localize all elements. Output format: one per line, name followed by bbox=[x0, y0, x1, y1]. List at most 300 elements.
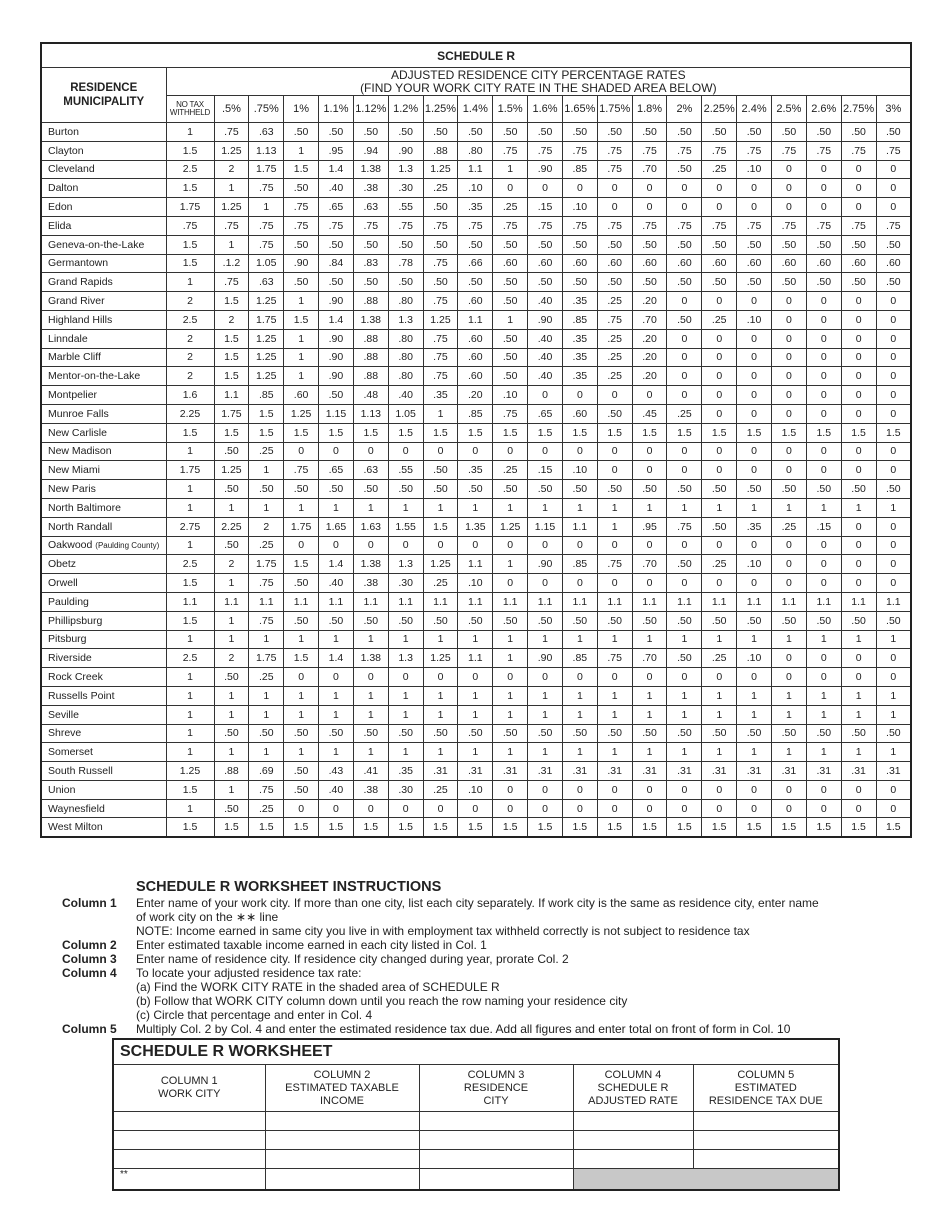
rate-cell: 0 bbox=[667, 348, 702, 367]
rate-cell: 0 bbox=[737, 367, 772, 386]
worksheet-column-header bbox=[265, 1065, 419, 1112]
municipality-label: New Miami bbox=[48, 464, 100, 477]
rate-cell: 0 bbox=[632, 574, 667, 593]
rate-cell: 0 bbox=[284, 536, 319, 555]
rate-cell: 1.5 bbox=[214, 818, 249, 837]
rate-cell: 1 bbox=[841, 686, 876, 705]
rate-cell: 2.5 bbox=[166, 310, 214, 329]
rate-cell: .10 bbox=[737, 160, 772, 179]
table-row bbox=[41, 310, 911, 329]
rate-cell: 2 bbox=[214, 555, 249, 574]
rate-cell: .65 bbox=[528, 404, 563, 423]
rate-cell: 0 bbox=[737, 386, 772, 405]
rate-cell: 1.3 bbox=[388, 310, 423, 329]
rate-cell: 1.5 bbox=[166, 179, 214, 198]
municipality-label: New Paris bbox=[48, 483, 96, 496]
taxable-income-field[interactable] bbox=[265, 1131, 419, 1150]
rate-header: 1% bbox=[284, 96, 319, 123]
rate-cell: .50 bbox=[841, 123, 876, 142]
rate-cell: 1 bbox=[166, 498, 214, 517]
rate-cell: .78 bbox=[388, 254, 423, 273]
adjusted-header-line2: (FIND YOUR WORK CITY RATE IN THE SHADED AREA BELOW) bbox=[360, 80, 717, 95]
municipality-label: Riverside bbox=[48, 652, 92, 665]
rate-cell: 0 bbox=[841, 649, 876, 668]
rate-cell: .50 bbox=[423, 123, 458, 142]
rate-cell: .50 bbox=[841, 480, 876, 499]
rate-cell: 0 bbox=[597, 179, 632, 198]
rate-cell: 0 bbox=[772, 367, 807, 386]
worksheet-header-line: COLUMN 1 bbox=[160, 1075, 218, 1087]
municipality-label: Orwell bbox=[48, 577, 78, 590]
rate-cell: 1 bbox=[284, 630, 319, 649]
rate-cell: 1.1 bbox=[166, 592, 214, 611]
worksheet-title: SCHEDULE R WORKSHEET bbox=[113, 1039, 839, 1065]
rate-cell: .50 bbox=[458, 724, 493, 743]
rate-cell: .45 bbox=[632, 404, 667, 423]
rate-cell: 0 bbox=[876, 668, 911, 687]
rate-cell: .50 bbox=[388, 611, 423, 630]
rate-cell: .88 bbox=[353, 367, 388, 386]
rate-cell: .60 bbox=[493, 254, 528, 273]
rate-cell: 0 bbox=[702, 780, 737, 799]
rate-cell: 1.5 bbox=[806, 818, 841, 837]
rate-cell: 0 bbox=[667, 536, 702, 555]
rate-cell: 1.25 bbox=[284, 404, 319, 423]
rate-cell: 0 bbox=[702, 386, 737, 405]
rate-cell: .50 bbox=[772, 611, 807, 630]
rate-cell: 0 bbox=[772, 292, 807, 311]
rate-cell: .63 bbox=[249, 273, 284, 292]
residence-tax-due-field[interactable] bbox=[693, 1112, 839, 1131]
rate-cell: 1.5 bbox=[702, 818, 737, 837]
rate-cell: 1 bbox=[562, 686, 597, 705]
rate-cell: .50 bbox=[528, 235, 563, 254]
schedule-r-title: SCHEDULE R bbox=[41, 43, 911, 68]
adjusted-rate-field[interactable] bbox=[573, 1112, 693, 1131]
rate-cell: 1.75 bbox=[284, 517, 319, 536]
rate-cell: .60 bbox=[702, 254, 737, 273]
rate-cell: 0 bbox=[702, 668, 737, 687]
rate-cell: .50 bbox=[562, 480, 597, 499]
rate-cell: 1 bbox=[214, 686, 249, 705]
rate-cell: .50 bbox=[493, 235, 528, 254]
rate-header: 1.8% bbox=[632, 96, 667, 123]
rate-cell: .85 bbox=[562, 649, 597, 668]
rate-cell: 1.5 bbox=[249, 423, 284, 442]
rate-cell: 1 bbox=[806, 686, 841, 705]
rate-cell: .50 bbox=[667, 273, 702, 292]
rate-cell: 1 bbox=[493, 649, 528, 668]
rate-cell: .50 bbox=[876, 724, 911, 743]
table-row bbox=[41, 423, 911, 442]
rate-cell: 1 bbox=[166, 442, 214, 461]
rate-cell: 1.1 bbox=[528, 592, 563, 611]
rate-cell: .90 bbox=[528, 160, 563, 179]
rate-cell: 1.4 bbox=[319, 555, 354, 574]
rate-cell: 1.13 bbox=[249, 141, 284, 160]
rate-cell: 0 bbox=[737, 668, 772, 687]
rate-cell: 1 bbox=[214, 498, 249, 517]
rate-cell: 1 bbox=[249, 498, 284, 517]
rate-cell: 1 bbox=[319, 630, 354, 649]
rate-cell: 1.75 bbox=[249, 649, 284, 668]
rate-cell: 1.1 bbox=[597, 592, 632, 611]
rate-cell: 1.25 bbox=[249, 367, 284, 386]
rate-cell: 0 bbox=[597, 574, 632, 593]
worksheet-residence-row bbox=[113, 1169, 839, 1191]
rate-cell: .50 bbox=[214, 799, 249, 818]
rate-cell: 0 bbox=[772, 329, 807, 348]
rate-cell: .35 bbox=[562, 348, 597, 367]
rate-cell: 1 bbox=[876, 686, 911, 705]
rate-cell: 1 bbox=[319, 705, 354, 724]
worksheet-column-header bbox=[573, 1065, 693, 1112]
rate-cell: .75 bbox=[423, 329, 458, 348]
rate-cell: .10 bbox=[458, 574, 493, 593]
instruction-column-label: Column 3 bbox=[62, 952, 117, 966]
rate-cell: .50 bbox=[562, 611, 597, 630]
rate-cell: 1 bbox=[423, 404, 458, 423]
rate-cell: 1 bbox=[166, 480, 214, 499]
rate-cell: .25 bbox=[702, 649, 737, 668]
municipality-label: Shreve bbox=[48, 727, 82, 740]
schedule-r-table bbox=[40, 42, 912, 838]
municipality-name bbox=[41, 273, 166, 292]
municipality-name bbox=[41, 668, 166, 687]
rate-cell: 1.5 bbox=[876, 818, 911, 837]
worksheet-column-header bbox=[419, 1065, 573, 1112]
adjusted-rate-field[interactable] bbox=[573, 1150, 693, 1169]
rate-cell: .75 bbox=[493, 216, 528, 235]
rate-cell: 0 bbox=[667, 386, 702, 405]
rate-cell: 1.1 bbox=[562, 517, 597, 536]
rate-cell: .50 bbox=[841, 235, 876, 254]
rate-cell: .40 bbox=[528, 292, 563, 311]
rate-cell: 0 bbox=[876, 649, 911, 668]
rate-cell: 0 bbox=[702, 799, 737, 818]
rate-cell: .50 bbox=[528, 611, 563, 630]
rate-cell: 1.5 bbox=[284, 310, 319, 329]
rate-cell: .84 bbox=[319, 254, 354, 273]
worksheet-header-line: COLUMN 3 bbox=[467, 1068, 525, 1081]
rate-cell: .75 bbox=[562, 141, 597, 160]
rate-cell: .25 bbox=[667, 404, 702, 423]
rate-cell: .50 bbox=[806, 724, 841, 743]
rate-cell: 2 bbox=[166, 329, 214, 348]
rate-cell: 1 bbox=[214, 743, 249, 762]
rate-cell: .50 bbox=[702, 611, 737, 630]
residence-tax-due-field[interactable] bbox=[693, 1150, 839, 1169]
adjusted-header-line1: ADJUSTED RESIDENCE CITY PERCENTAGE RATES bbox=[390, 67, 686, 82]
rate-cell: .50 bbox=[632, 480, 667, 499]
rate-cell: 1.25 bbox=[423, 555, 458, 574]
rate-cell: 1.5 bbox=[166, 574, 214, 593]
rate-cell: 1.5 bbox=[166, 423, 214, 442]
rate-cell: 2 bbox=[249, 517, 284, 536]
rate-cell: .20 bbox=[632, 292, 667, 311]
rate-cell: .60 bbox=[562, 404, 597, 423]
rate-cell: .60 bbox=[458, 367, 493, 386]
rate-cell: 1 bbox=[214, 780, 249, 799]
rate-cell: 0 bbox=[423, 442, 458, 461]
table-row bbox=[41, 273, 911, 292]
rate-cell: .83 bbox=[353, 254, 388, 273]
rate-cell: .50 bbox=[493, 367, 528, 386]
table-row bbox=[41, 160, 911, 179]
rate-cell: .60 bbox=[597, 254, 632, 273]
rate-cell: 0 bbox=[458, 442, 493, 461]
rate-header: 1.6% bbox=[528, 96, 563, 123]
rate-cell: 1 bbox=[284, 348, 319, 367]
table-row bbox=[41, 442, 911, 461]
municipality-label: New Carlisle bbox=[48, 426, 107, 439]
rate-cell: .90 bbox=[284, 254, 319, 273]
rate-cell: .75 bbox=[214, 216, 249, 235]
rate-cell: 1 bbox=[423, 630, 458, 649]
rate-cell: 1 bbox=[806, 743, 841, 762]
taxable-income-field[interactable] bbox=[265, 1169, 419, 1191]
work-city-field[interactable] bbox=[113, 1112, 265, 1131]
rate-cell: 0 bbox=[876, 442, 911, 461]
rate-cell: 0 bbox=[841, 179, 876, 198]
rate-cell: .50 bbox=[249, 480, 284, 499]
work-city-field[interactable] bbox=[113, 1131, 265, 1150]
rate-cell: 1.3 bbox=[388, 649, 423, 668]
rate-cell: .75 bbox=[597, 555, 632, 574]
rate-cell: 0 bbox=[667, 198, 702, 217]
municipality-label: Munroe Falls bbox=[48, 407, 109, 420]
rate-cell: 0 bbox=[772, 574, 807, 593]
municipality-name bbox=[41, 367, 166, 386]
rate-cell: .90 bbox=[319, 292, 354, 311]
rate-header: 1.25% bbox=[423, 96, 458, 123]
rate-cell: 0 bbox=[423, 668, 458, 687]
rate-cell: .50 bbox=[493, 348, 528, 367]
rate-cell: 0 bbox=[772, 160, 807, 179]
rate-cell: .31 bbox=[702, 762, 737, 781]
rate-cell: 1.25 bbox=[249, 348, 284, 367]
worksheet-header-line: ESTIMATED TAXABLE bbox=[285, 1081, 399, 1094]
municipality-name bbox=[41, 498, 166, 517]
rate-cell: .65 bbox=[319, 461, 354, 480]
municipality-label: Pitsburg bbox=[48, 633, 87, 646]
rate-cell: 1.1 bbox=[772, 592, 807, 611]
rate-cell: .60 bbox=[841, 254, 876, 273]
rate-cell: 1 bbox=[493, 705, 528, 724]
worksheet-header-line: RESIDENCE TAX DUE bbox=[708, 1094, 823, 1107]
work-city-field[interactable] bbox=[113, 1150, 265, 1169]
rate-cell: 1 bbox=[249, 743, 284, 762]
residence-city-field[interactable] bbox=[419, 1131, 573, 1150]
rate-header: 1.1% bbox=[319, 96, 354, 123]
rate-cell: 1.5 bbox=[249, 818, 284, 837]
taxable-income-field[interactable] bbox=[265, 1112, 419, 1131]
worksheet-header-line: SCHEDULE R bbox=[597, 1081, 669, 1094]
rate-cell: 0 bbox=[632, 179, 667, 198]
rate-cell: .75 bbox=[562, 216, 597, 235]
rate-cell: .25 bbox=[423, 574, 458, 593]
rate-cell: .15 bbox=[806, 517, 841, 536]
rate-cell: 2 bbox=[166, 367, 214, 386]
table-row bbox=[41, 668, 911, 687]
table-row bbox=[41, 367, 911, 386]
instruction-text bbox=[136, 952, 866, 966]
rate-cell: 1.5 bbox=[667, 423, 702, 442]
rate-cell: 1 bbox=[214, 630, 249, 649]
municipality-label: Somerset bbox=[48, 746, 93, 759]
rate-cell: .31 bbox=[562, 762, 597, 781]
rate-cell: 0 bbox=[772, 179, 807, 198]
instruction-line: (b) Follow that WORK CITY column down until you reach the row naming your residence city bbox=[136, 994, 628, 1008]
rate-cell: 0 bbox=[458, 536, 493, 555]
instruction-line: (a) Find the WORK CITY RATE in the shaded area of SCHEDULE R bbox=[136, 980, 500, 994]
rate-cell: 1.5 bbox=[423, 423, 458, 442]
rate-cell: .15 bbox=[528, 198, 563, 217]
rate-cell: 0 bbox=[702, 329, 737, 348]
rate-cell: 1 bbox=[841, 498, 876, 517]
rate-cell: 0 bbox=[353, 442, 388, 461]
residence-tax-due-field[interactable] bbox=[693, 1131, 839, 1150]
rate-cell: 1 bbox=[772, 630, 807, 649]
taxable-income-field[interactable] bbox=[265, 1150, 419, 1169]
rate-cell: 0 bbox=[353, 536, 388, 555]
municipality-name bbox=[41, 179, 166, 198]
rate-cell: .75 bbox=[597, 310, 632, 329]
rate-cell: 0 bbox=[876, 367, 911, 386]
rate-cell: 1.5 bbox=[458, 818, 493, 837]
rate-cell: .75 bbox=[772, 141, 807, 160]
rate-cell: .75 bbox=[597, 649, 632, 668]
rate-cell: 1 bbox=[353, 705, 388, 724]
municipality-label: North Randall bbox=[48, 520, 113, 533]
municipality-label: Marble Cliff bbox=[48, 351, 101, 364]
instruction-text bbox=[136, 966, 866, 1022]
rate-cell: .1.2 bbox=[214, 254, 249, 273]
rate-cell: 1.5 bbox=[319, 818, 354, 837]
residence-city-field[interactable] bbox=[419, 1169, 573, 1191]
rate-cell: 0 bbox=[841, 536, 876, 555]
rate-cell: .20 bbox=[632, 348, 667, 367]
rate-cell: .31 bbox=[737, 762, 772, 781]
rate-cell: 0 bbox=[806, 160, 841, 179]
rate-cell: .20 bbox=[458, 386, 493, 405]
rate-cell: 2.25 bbox=[166, 404, 214, 423]
schedule-r-worksheet bbox=[112, 1038, 840, 1191]
rate-cell: 1 bbox=[528, 705, 563, 724]
municipality-name bbox=[41, 517, 166, 536]
rate-cell: 0 bbox=[388, 536, 423, 555]
rate-cell: 0 bbox=[667, 367, 702, 386]
rate-cell: .50 bbox=[597, 273, 632, 292]
rate-cell: 0 bbox=[737, 780, 772, 799]
rate-cell: 1 bbox=[166, 536, 214, 555]
rate-cell: .50 bbox=[214, 536, 249, 555]
rate-cell: .38 bbox=[353, 780, 388, 799]
rate-cell: .75 bbox=[284, 461, 319, 480]
rate-cell: 0 bbox=[423, 799, 458, 818]
rate-cell: 0 bbox=[806, 198, 841, 217]
rate-cell: 1 bbox=[667, 630, 702, 649]
rate-cell: 1.5 bbox=[702, 423, 737, 442]
rate-cell: .75 bbox=[702, 141, 737, 160]
rate-cell: .40 bbox=[528, 329, 563, 348]
rate-cell: 1.5 bbox=[166, 818, 214, 837]
rate-cell: 1.5 bbox=[528, 818, 563, 837]
rate-cell: 1.25 bbox=[214, 141, 249, 160]
rate-cell: 1 bbox=[284, 743, 319, 762]
rate-cell: .70 bbox=[632, 555, 667, 574]
rate-cell: 0 bbox=[806, 799, 841, 818]
rate-cell: 1.5 bbox=[562, 423, 597, 442]
table-row bbox=[41, 536, 911, 555]
rate-cell: .75 bbox=[876, 216, 911, 235]
municipality-name bbox=[41, 386, 166, 405]
rate-cell: 1 bbox=[353, 630, 388, 649]
rate-cell: .75 bbox=[667, 517, 702, 536]
rate-cell: 0 bbox=[319, 442, 354, 461]
rate-cell: 0 bbox=[806, 386, 841, 405]
rate-cell: .50 bbox=[353, 235, 388, 254]
rate-cell: .50 bbox=[737, 611, 772, 630]
rate-cell: 1 bbox=[214, 705, 249, 724]
table-row bbox=[41, 254, 911, 273]
rate-cell: .50 bbox=[353, 123, 388, 142]
rate-cell: 1 bbox=[284, 329, 319, 348]
rate-cell: 1 bbox=[632, 686, 667, 705]
rate-cell: 1.4 bbox=[319, 649, 354, 668]
municipality-name bbox=[41, 292, 166, 311]
residence-city-field[interactable] bbox=[419, 1150, 573, 1169]
rate-cell: .50 bbox=[388, 235, 423, 254]
rate-cell: 1.15 bbox=[319, 404, 354, 423]
rate-cell: .31 bbox=[772, 762, 807, 781]
rate-cell: 1 bbox=[493, 160, 528, 179]
rate-cell: .75 bbox=[841, 216, 876, 235]
rate-cell: .10 bbox=[562, 461, 597, 480]
rate-cell: 1 bbox=[166, 724, 214, 743]
rate-cell: .50 bbox=[667, 611, 702, 630]
rate-cell: .75 bbox=[632, 216, 667, 235]
rate-cell: 0 bbox=[702, 404, 737, 423]
residence-work-city-field[interactable] bbox=[113, 1169, 265, 1191]
rate-cell: .10 bbox=[737, 310, 772, 329]
rate-cell: 1.5 bbox=[632, 818, 667, 837]
rate-cell: 0 bbox=[806, 780, 841, 799]
rate-cell: 1.5 bbox=[528, 423, 563, 442]
rate-cell: 1.1 bbox=[423, 592, 458, 611]
rate-cell: 0 bbox=[702, 292, 737, 311]
rate-cell: .75 bbox=[249, 611, 284, 630]
rate-cell: 0 bbox=[562, 780, 597, 799]
municipality-name bbox=[41, 818, 166, 837]
rate-cell: 0 bbox=[353, 799, 388, 818]
residence-city-field[interactable] bbox=[419, 1112, 573, 1131]
rate-cell: 1 bbox=[737, 705, 772, 724]
adjusted-rate-field[interactable] bbox=[573, 1131, 693, 1150]
municipality-name bbox=[41, 705, 166, 724]
rate-cell: 0 bbox=[806, 179, 841, 198]
rate-cell: 0 bbox=[597, 799, 632, 818]
municipality-name bbox=[41, 329, 166, 348]
instruction-line: NOTE: Income earned in same city you live in with employment tax withheld correctly is not subject to residence tax bbox=[136, 924, 750, 938]
worksheet-header-line: RESIDENCE bbox=[463, 1081, 529, 1094]
rate-cell: .90 bbox=[528, 555, 563, 574]
rate-cell: .60 bbox=[284, 386, 319, 405]
table-row bbox=[41, 517, 911, 536]
rate-cell: 0 bbox=[737, 348, 772, 367]
table-row bbox=[41, 555, 911, 574]
rate-cell: 0 bbox=[284, 668, 319, 687]
